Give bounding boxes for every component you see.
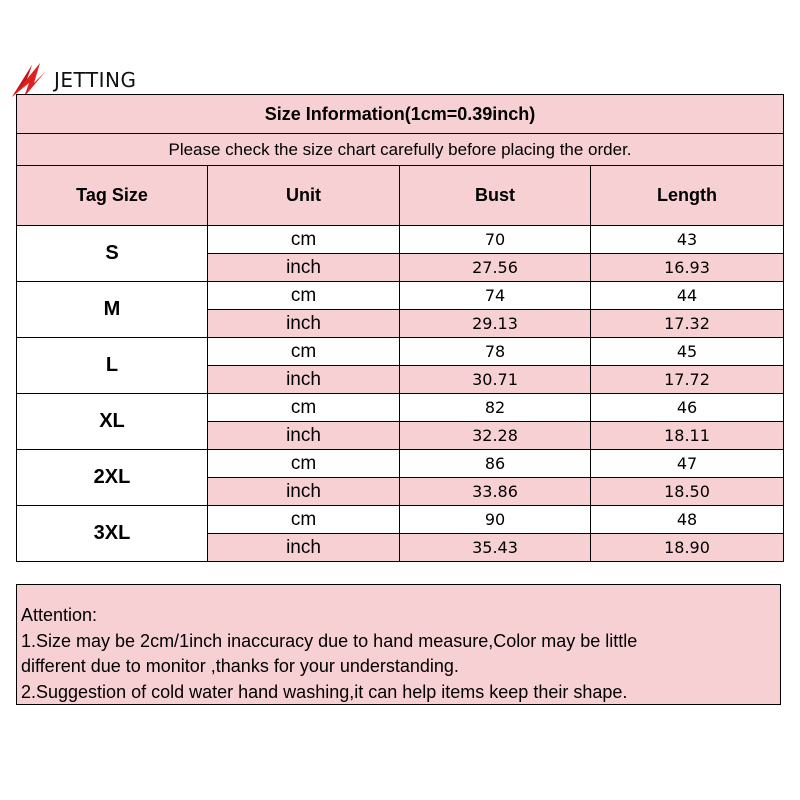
tag-size-cell: L bbox=[17, 338, 208, 394]
attention-box bbox=[16, 584, 781, 705]
chart-title: Size Information(1cm=0.39inch) bbox=[17, 95, 784, 134]
attention-heading: Attention: bbox=[21, 605, 98, 625]
bust-inch-cell: 33.86 bbox=[400, 478, 591, 506]
unit-cell: cm bbox=[208, 450, 400, 478]
header-unit: Unit bbox=[208, 166, 400, 226]
unit-cell: inch bbox=[208, 422, 400, 450]
tag-size-cell: 3XL bbox=[17, 506, 208, 562]
length-cm-cell: 44 bbox=[591, 282, 784, 310]
bust-cm-cell: 90 bbox=[400, 506, 591, 534]
size-row-cm bbox=[17, 282, 784, 310]
unit-cell: inch bbox=[208, 478, 400, 506]
length-inch-cell: 18.11 bbox=[591, 422, 784, 450]
size-row-cm bbox=[17, 394, 784, 422]
unit-cell: cm bbox=[208, 394, 400, 422]
length-cm-cell: 48 bbox=[591, 506, 784, 534]
attention-line-1: 1.Size may be 2cm/1inch inaccuracy due to hand measure,Color may be little bbox=[21, 630, 638, 651]
size-row-cm bbox=[17, 450, 784, 478]
bust-inch-cell: 29.13 bbox=[400, 310, 591, 338]
bust-cm-cell: 82 bbox=[400, 394, 591, 422]
attention-line-3: 2.Suggestion of cold water hand washing,it can help items keep their shape. bbox=[21, 681, 628, 702]
bust-inch-cell: 30.71 bbox=[400, 366, 591, 394]
brand-name: JETTING bbox=[54, 68, 137, 92]
length-inch-cell: 17.32 bbox=[591, 310, 784, 338]
tag-size-cell: S bbox=[17, 226, 208, 282]
unit-cell: inch bbox=[208, 366, 400, 394]
size-row-cm bbox=[17, 338, 784, 366]
length-cm-cell: 45 bbox=[591, 338, 784, 366]
bust-inch-cell: 27.56 bbox=[400, 254, 591, 282]
header-length: Length bbox=[591, 166, 784, 226]
chart-note: Please check the size chart carefully before placing the order. bbox=[17, 134, 784, 166]
size-chart-table bbox=[16, 94, 784, 562]
attention-line-2: different due to monitor ,thanks for your understanding. bbox=[21, 656, 459, 676]
bust-cm-cell: 70 bbox=[400, 226, 591, 254]
tag-size-cell: M bbox=[17, 282, 208, 338]
size-row-cm bbox=[17, 226, 784, 254]
bust-cm-cell: 86 bbox=[400, 450, 591, 478]
unit-cell: inch bbox=[208, 310, 400, 338]
header-bust: Bust bbox=[400, 166, 591, 226]
length-cm-cell: 46 bbox=[591, 394, 784, 422]
length-inch-cell: 16.93 bbox=[591, 254, 784, 282]
size-row-cm bbox=[17, 506, 784, 534]
bust-cm-cell: 74 bbox=[400, 282, 591, 310]
tag-size-cell: XL bbox=[17, 394, 208, 450]
bust-inch-cell: 32.28 bbox=[400, 422, 591, 450]
unit-cell: cm bbox=[208, 338, 400, 366]
unit-cell: inch bbox=[208, 534, 400, 562]
length-cm-cell: 47 bbox=[591, 450, 784, 478]
unit-cell: inch bbox=[208, 254, 400, 282]
length-inch-cell: 17.72 bbox=[591, 366, 784, 394]
length-cm-cell: 43 bbox=[591, 226, 784, 254]
unit-cell: cm bbox=[208, 226, 400, 254]
tag-size-cell: 2XL bbox=[17, 450, 208, 506]
header-tag-size: Tag Size bbox=[17, 166, 208, 226]
length-inch-cell: 18.90 bbox=[591, 534, 784, 562]
bust-cm-cell: 78 bbox=[400, 338, 591, 366]
bust-inch-cell: 35.43 bbox=[400, 534, 591, 562]
unit-cell: cm bbox=[208, 282, 400, 310]
unit-cell: cm bbox=[208, 506, 400, 534]
length-inch-cell: 18.50 bbox=[591, 478, 784, 506]
